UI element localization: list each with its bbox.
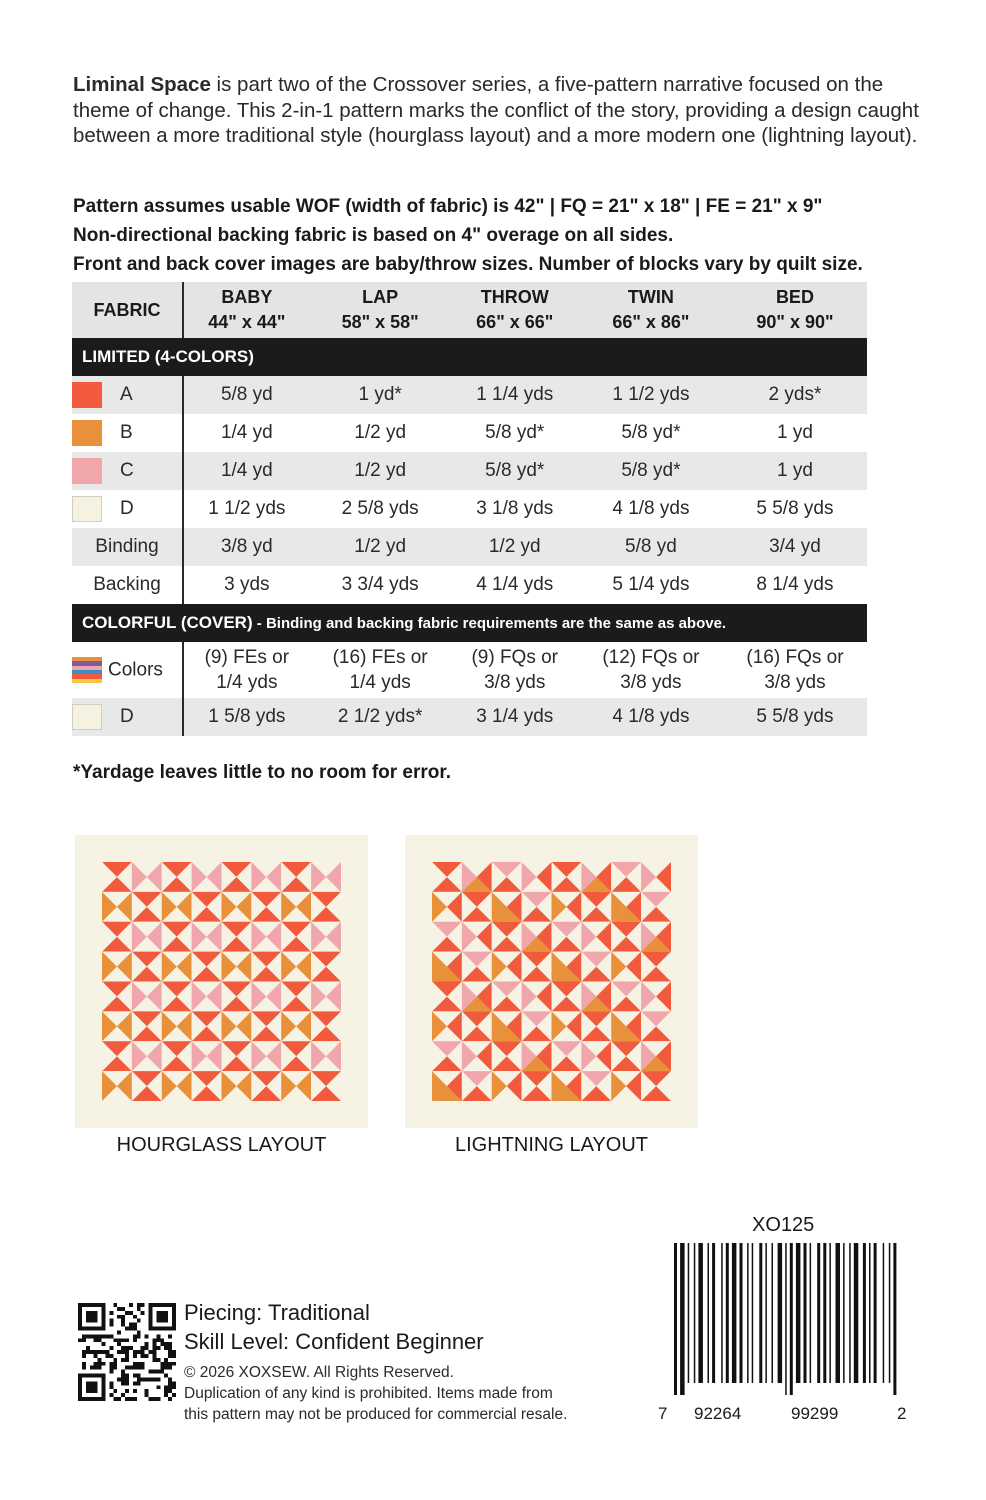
fabric-label: [72, 642, 183, 698]
yardage-cell: [451, 642, 579, 698]
fabric-name: D: [120, 706, 134, 727]
yardage-cell: 5 1/4 yds: [612, 574, 690, 595]
wof-note: [73, 192, 953, 221]
yardage-cell: [183, 642, 310, 698]
yardage-cell: [579, 642, 723, 698]
multicolor-swatch: [72, 657, 102, 683]
yardage-cell: 2 1/2 yds*: [310, 698, 451, 736]
limited-section-bar: [72, 338, 867, 376]
legal-text: Duplication of any kind is prohibited. Items made from: [184, 1385, 553, 1402]
yardage-line: 1/4 yds: [349, 672, 411, 693]
barcode-digit-first: 7: [658, 1404, 668, 1423]
yardage-cell: 5 5/8 yds: [756, 498, 834, 519]
yardage-cell: 5/8 yd*: [485, 422, 545, 443]
yardage-cell: [310, 642, 451, 698]
yardage-cell: 2 yds*: [723, 376, 867, 414]
yardage-cell: 1 yd*: [310, 376, 451, 414]
copyright-text: © 2026 XOXSEW. All Rights Reserved.: [184, 1364, 454, 1381]
size-header: [183, 282, 310, 338]
pattern-notes: [73, 192, 953, 279]
colorful-title-cell: [72, 604, 867, 642]
fabric-requirements-table: [72, 282, 867, 736]
fe-abbr: FE: [705, 196, 730, 217]
yardage-cell: 4 1/8 yds: [579, 698, 723, 736]
color-swatch-c: [72, 458, 102, 484]
yardage-cell: 3 1/8 yds: [476, 498, 554, 519]
yardage-footnote: *Yardage leaves little to no room for error.: [73, 762, 452, 783]
yardage-cell: 3 1/4 yds: [451, 698, 579, 736]
yardage-line: (16) FQs or: [746, 647, 844, 668]
table-row: [72, 376, 867, 414]
yardage-cell: 5 5/8 yds: [723, 698, 867, 736]
qr-code[interactable]: [78, 1303, 176, 1401]
yardage-cell: 1 5/8 yds: [183, 698, 310, 736]
yardage-cell: 3 3/4 yds: [341, 574, 419, 595]
fabric-name: B: [120, 422, 133, 443]
table-header-row: [72, 282, 867, 338]
size-name: TWIN: [627, 287, 674, 307]
fabric-name: Colors: [108, 659, 163, 681]
legal-text: this pattern may not be produced for commercial resale.: [184, 1406, 568, 1423]
fabric-name: Binding: [95, 536, 159, 557]
yardage-cell: 1 yd: [723, 452, 867, 490]
hourglass-caption: HOURGLASS LAYOUT: [116, 1134, 327, 1156]
fabric-label: [72, 698, 183, 736]
yardage-line: (12) FQs or: [602, 647, 700, 668]
table-row: [72, 452, 867, 490]
yardage-line: (16) FEs or: [332, 647, 428, 668]
fabric-label: [72, 376, 183, 414]
barcode: [672, 1243, 902, 1395]
size-header: [451, 282, 579, 338]
size-name: BABY: [221, 287, 273, 307]
yardage-cell: 1/2 yd: [451, 528, 579, 566]
yardage-cell: 2 5/8 yds: [341, 498, 419, 519]
yardage-cell: 8 1/4 yds: [756, 574, 834, 595]
fabric-name: A: [120, 384, 133, 405]
intro-text: is part two of the Crossover series, a five-pattern narrative focused on the theme of change. This 2-in-1 pattern marks the conflict of the story, providing a design caught between a more traditional style (hourglass layout) and a more modern one (lightning layout).: [73, 73, 919, 147]
colorful-title: COLORFUL (COVER): [82, 613, 253, 632]
fabric-header: FABRIC: [72, 282, 183, 338]
size-name: THROW: [480, 287, 549, 307]
intro-paragraph: [73, 72, 923, 149]
colorful-subtitle: - Binding and backing fabric requirements are the same as above.: [252, 615, 727, 632]
cover-note: Front and back cover images are baby/throw sizes. Number of blocks vary by quilt size.: [73, 254, 863, 275]
size-dims: 90" x 90": [756, 312, 834, 332]
fabric-name: Backing: [93, 574, 161, 595]
size-header: [310, 282, 451, 338]
limited-title: LIMITED (4-COLORS): [72, 338, 867, 376]
yardage-cell: 3/4 yd: [723, 528, 867, 566]
fabric-name: D: [120, 498, 134, 519]
yardage-cell: [723, 642, 867, 698]
pattern-name: Liminal Space: [73, 73, 211, 96]
yardage-cell: 5/8 yd: [579, 528, 723, 566]
barcode-digits-left: 92264: [694, 1404, 742, 1423]
yardage-cell: 1 1/2 yds: [579, 376, 723, 414]
yardage-cell: 1/2 yd: [354, 422, 407, 443]
fq-value: = 21" x 18" |: [586, 196, 706, 217]
fq-abbr: FQ: [560, 196, 587, 217]
color-swatch-d: [72, 704, 102, 730]
fabric-label: [72, 414, 183, 452]
table-row: [72, 566, 867, 604]
yardage-cell: 1 yd: [776, 422, 813, 443]
size-name: LAP: [362, 287, 399, 307]
yardage-line: 3/8 yds: [620, 672, 682, 693]
yardage-cell: 1 1/4 yds: [451, 376, 579, 414]
color-swatch-d: [72, 496, 102, 522]
yardage-cell: 1 1/2 yds: [208, 498, 286, 519]
colorful-section-bar: [72, 604, 867, 642]
pattern-info: [184, 1298, 484, 1356]
fabric-label: [72, 566, 183, 604]
fabric-label: [72, 452, 183, 490]
size-dims: 58" x 58": [341, 312, 419, 332]
yardage-cell: 5/8 yd*: [621, 422, 681, 443]
size-header: [723, 282, 867, 338]
yardage-cell: 1/4 yd: [183, 452, 310, 490]
table-row: [72, 414, 867, 452]
fe-value: = 21" x 9": [729, 196, 823, 217]
lightning-quilt-image: [405, 835, 698, 1128]
color-swatch-a: [72, 382, 102, 408]
yardage-cell: 1/2 yd: [310, 528, 451, 566]
barcode-digits-right: 99299: [791, 1404, 839, 1423]
size-dims: 44" x 44": [208, 312, 286, 332]
copyright-block: [184, 1362, 567, 1425]
yardage-cell: 5/8 yd*: [451, 452, 579, 490]
yardage-line: 3/8 yds: [764, 672, 826, 693]
table-row: [72, 490, 867, 528]
hourglass-quilt-image: [75, 835, 368, 1128]
fabric-label: [72, 528, 183, 566]
sku-label: XO125: [752, 1214, 815, 1236]
size-dims: 66" x 86": [612, 312, 690, 332]
yardage-line: 3/8 yds: [484, 672, 546, 693]
yardage-cell: 1/4 yd: [220, 422, 273, 443]
backing-note: Non-directional backing fabric is based on 4" overage on all sides.: [73, 225, 674, 246]
fabric-name: C: [120, 460, 134, 481]
yardage-line: 1/4 yds: [216, 672, 278, 693]
yardage-cell: 5/8 yd*: [579, 452, 723, 490]
color-swatch-b: [72, 420, 102, 446]
yardage-cell: 4 1/8 yds: [612, 498, 690, 519]
piecing-type: Piecing: Traditional: [184, 1300, 370, 1325]
wof-text: Pattern assumes usable WOF (width of fabric) is 42" |: [73, 196, 561, 217]
table-row: [72, 528, 867, 566]
table-row: [72, 698, 867, 736]
yardage-cell: 3/8 yd: [183, 528, 310, 566]
yardage-cell: 1/2 yd: [310, 452, 451, 490]
lightning-caption: LIGHTNING LAYOUT: [455, 1134, 648, 1156]
yardage-cell: 4 1/4 yds: [476, 574, 554, 595]
yardage-line: (9) FQs or: [471, 647, 559, 668]
barcode-digit-last: 2: [897, 1404, 907, 1423]
yardage-cell: 3 yds: [224, 574, 270, 595]
size-name: BED: [775, 287, 814, 307]
size-header: [579, 282, 723, 338]
yardage-line: (9) FEs or: [204, 647, 290, 668]
skill-level: Skill Level: Confident Beginner: [184, 1329, 484, 1354]
table-row: [72, 642, 867, 698]
fabric-label: [72, 490, 183, 528]
size-dims: 66" x 66": [476, 312, 554, 332]
yardage-cell: 5/8 yd: [183, 376, 310, 414]
